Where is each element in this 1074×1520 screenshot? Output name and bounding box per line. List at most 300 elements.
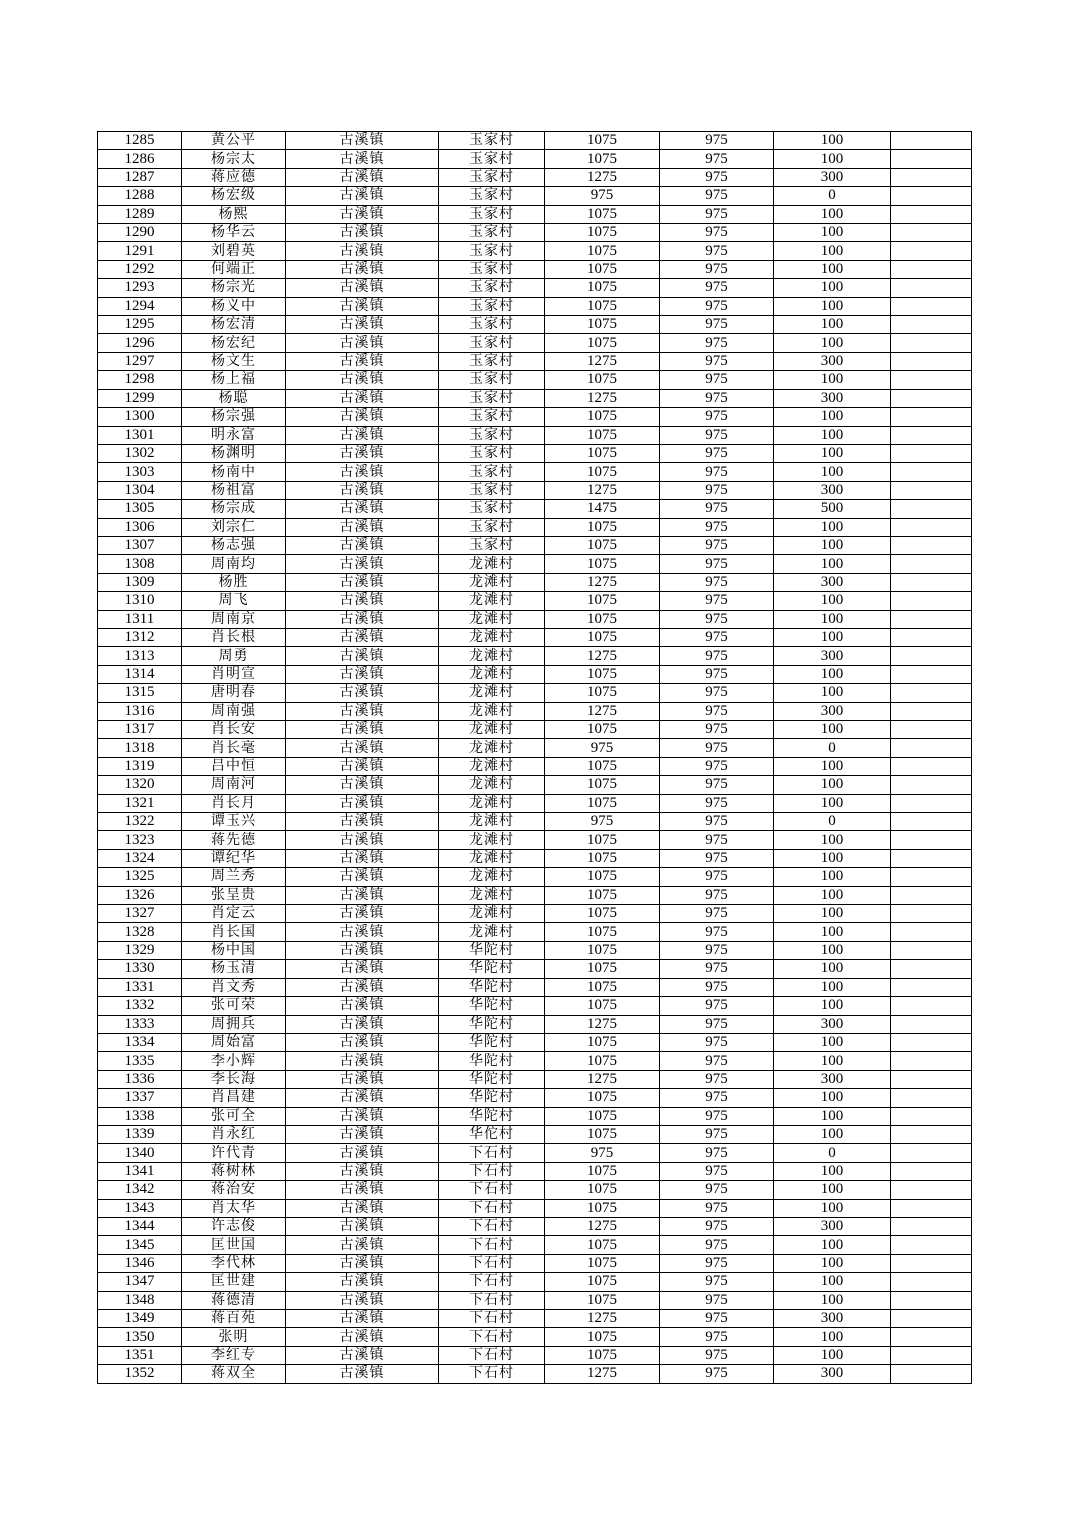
total-amount-cell: 1075 xyxy=(545,941,660,959)
total-amount-cell: 1075 xyxy=(545,794,660,812)
table-row xyxy=(98,776,972,794)
person-name-cell: 蒋双全 xyxy=(182,1365,286,1383)
town-name-cell: 古溪镇 xyxy=(286,868,439,886)
person-name-cell: 李红专 xyxy=(182,1346,286,1364)
base-amount-cell: 975 xyxy=(660,665,774,683)
person-name-cell: 周拥兵 xyxy=(182,1015,286,1033)
person-name-cell: 刘碧英 xyxy=(182,242,286,260)
row-number-cell: 1345 xyxy=(98,1236,182,1254)
total-amount-cell: 1075 xyxy=(545,242,660,260)
total-amount-cell: 1075 xyxy=(545,905,660,923)
row-number-cell: 1344 xyxy=(98,1217,182,1235)
table-row xyxy=(98,1254,972,1272)
base-amount-cell: 975 xyxy=(660,389,774,407)
town-name-cell: 古溪镇 xyxy=(286,813,439,831)
person-name-cell: 杨华云 xyxy=(182,224,286,242)
total-amount-cell: 1075 xyxy=(545,1291,660,1309)
person-name-cell: 杨南中 xyxy=(182,463,286,481)
base-amount-cell: 975 xyxy=(660,1236,774,1254)
difference-amount-cell: 100 xyxy=(774,205,891,223)
total-amount-cell: 1075 xyxy=(545,923,660,941)
person-name-cell: 杨宏纪 xyxy=(182,334,286,352)
base-amount-cell: 975 xyxy=(660,316,774,334)
person-name-cell: 蒋治安 xyxy=(182,1181,286,1199)
total-amount-cell: 1075 xyxy=(545,849,660,867)
town-name-cell: 古溪镇 xyxy=(286,260,439,278)
village-name-cell: 龙滩村 xyxy=(439,610,545,628)
difference-amount-cell: 100 xyxy=(774,757,891,775)
person-name-cell: 谭玉兴 xyxy=(182,813,286,831)
total-amount-cell: 1275 xyxy=(545,1310,660,1328)
village-name-cell: 玉家村 xyxy=(439,297,545,315)
village-name-cell: 龙滩村 xyxy=(439,776,545,794)
table-row xyxy=(98,1273,972,1291)
person-name-cell: 杨上福 xyxy=(182,371,286,389)
row-number-cell: 1324 xyxy=(98,849,182,867)
base-amount-cell: 975 xyxy=(660,997,774,1015)
person-name-cell: 谭纪华 xyxy=(182,849,286,867)
person-name-cell: 杨义中 xyxy=(182,297,286,315)
remark-cell xyxy=(891,960,972,978)
table-row xyxy=(98,168,972,186)
remark-cell xyxy=(891,1365,972,1383)
base-amount-cell: 975 xyxy=(660,1365,774,1383)
village-name-cell: 下石村 xyxy=(439,1310,545,1328)
row-number-cell: 1327 xyxy=(98,905,182,923)
remark-cell xyxy=(891,187,972,205)
total-amount-cell: 1075 xyxy=(545,334,660,352)
village-name-cell: 华陀村 xyxy=(439,1033,545,1051)
row-number-cell: 1311 xyxy=(98,610,182,628)
base-amount-cell: 975 xyxy=(660,905,774,923)
total-amount-cell: 1075 xyxy=(545,610,660,628)
row-number-cell: 1287 xyxy=(98,168,182,186)
difference-amount-cell: 300 xyxy=(774,573,891,591)
table-row xyxy=(98,1236,972,1254)
base-amount-cell: 975 xyxy=(660,536,774,554)
table-row xyxy=(98,702,972,720)
village-name-cell: 华陀村 xyxy=(439,1070,545,1088)
person-name-cell: 杨胜 xyxy=(182,573,286,591)
town-name-cell: 古溪镇 xyxy=(286,1015,439,1033)
person-name-cell: 何端正 xyxy=(182,260,286,278)
row-number-cell: 1323 xyxy=(98,831,182,849)
row-number-cell: 1326 xyxy=(98,886,182,904)
row-number-cell: 1336 xyxy=(98,1070,182,1088)
base-amount-cell: 975 xyxy=(660,1199,774,1217)
village-name-cell: 龙滩村 xyxy=(439,905,545,923)
row-number-cell: 1298 xyxy=(98,371,182,389)
village-name-cell: 玉家村 xyxy=(439,352,545,370)
total-amount-cell: 1275 xyxy=(545,1217,660,1235)
difference-amount-cell: 100 xyxy=(774,426,891,444)
row-number-cell: 1330 xyxy=(98,960,182,978)
total-amount-cell: 1075 xyxy=(545,1254,660,1272)
base-amount-cell: 975 xyxy=(660,224,774,242)
table-row xyxy=(98,1162,972,1180)
village-name-cell: 玉家村 xyxy=(439,444,545,462)
remark-cell xyxy=(891,426,972,444)
remark-cell xyxy=(891,536,972,554)
town-name-cell: 古溪镇 xyxy=(286,886,439,904)
remark-cell xyxy=(891,776,972,794)
table-row xyxy=(98,628,972,646)
remark-cell xyxy=(891,1236,972,1254)
total-amount-cell: 1075 xyxy=(545,776,660,794)
difference-amount-cell: 100 xyxy=(774,555,891,573)
town-name-cell: 古溪镇 xyxy=(286,1181,439,1199)
village-name-cell: 玉家村 xyxy=(439,242,545,260)
total-amount-cell: 1075 xyxy=(545,1052,660,1070)
row-number-cell: 1295 xyxy=(98,316,182,334)
village-name-cell: 玉家村 xyxy=(439,316,545,334)
town-name-cell: 古溪镇 xyxy=(286,426,439,444)
row-number-cell: 1343 xyxy=(98,1199,182,1217)
difference-amount-cell: 100 xyxy=(774,444,891,462)
base-amount-cell: 975 xyxy=(660,150,774,168)
base-amount-cell: 975 xyxy=(660,1217,774,1235)
village-name-cell: 下石村 xyxy=(439,1273,545,1291)
town-name-cell: 古溪镇 xyxy=(286,168,439,186)
difference-amount-cell: 100 xyxy=(774,260,891,278)
table-row xyxy=(98,463,972,481)
row-number-cell: 1306 xyxy=(98,518,182,536)
village-name-cell: 华佗村 xyxy=(439,1125,545,1143)
base-amount-cell: 975 xyxy=(660,426,774,444)
row-number-cell: 1305 xyxy=(98,500,182,518)
difference-amount-cell: 100 xyxy=(774,1181,891,1199)
table-row xyxy=(98,500,972,518)
table-row xyxy=(98,205,972,223)
person-name-cell: 肖太华 xyxy=(182,1199,286,1217)
person-name-cell: 肖明宣 xyxy=(182,665,286,683)
town-name-cell: 古溪镇 xyxy=(286,1236,439,1254)
difference-amount-cell: 300 xyxy=(774,389,891,407)
village-name-cell: 玉家村 xyxy=(439,426,545,444)
remark-cell xyxy=(891,205,972,223)
table-row xyxy=(98,1217,972,1235)
row-number-cell: 1307 xyxy=(98,536,182,554)
row-number-cell: 1286 xyxy=(98,150,182,168)
table-row xyxy=(98,242,972,260)
person-name-cell: 肖昌建 xyxy=(182,1089,286,1107)
village-name-cell: 下石村 xyxy=(439,1328,545,1346)
base-amount-cell: 975 xyxy=(660,205,774,223)
remark-cell xyxy=(891,573,972,591)
table-row xyxy=(98,1089,972,1107)
row-number-cell: 1316 xyxy=(98,702,182,720)
row-number-cell: 1342 xyxy=(98,1181,182,1199)
remark-cell xyxy=(891,905,972,923)
difference-amount-cell: 100 xyxy=(774,794,891,812)
total-amount-cell: 1075 xyxy=(545,132,660,150)
base-amount-cell: 975 xyxy=(660,242,774,260)
person-name-cell: 匡世建 xyxy=(182,1273,286,1291)
table-row xyxy=(98,886,972,904)
town-name-cell: 古溪镇 xyxy=(286,1089,439,1107)
remark-cell xyxy=(891,831,972,849)
person-name-cell: 周南河 xyxy=(182,776,286,794)
base-amount-cell: 975 xyxy=(660,481,774,499)
base-amount-cell: 975 xyxy=(660,352,774,370)
village-name-cell: 华陀村 xyxy=(439,960,545,978)
person-name-cell: 黄公平 xyxy=(182,132,286,150)
difference-amount-cell: 100 xyxy=(774,610,891,628)
village-name-cell: 华陀村 xyxy=(439,997,545,1015)
base-amount-cell: 975 xyxy=(660,500,774,518)
town-name-cell: 古溪镇 xyxy=(286,776,439,794)
person-name-cell: 杨祖富 xyxy=(182,481,286,499)
remark-cell xyxy=(891,500,972,518)
total-amount-cell: 1275 xyxy=(545,702,660,720)
total-amount-cell: 1075 xyxy=(545,721,660,739)
remark-cell xyxy=(891,555,972,573)
table-row xyxy=(98,1291,972,1309)
base-amount-cell: 975 xyxy=(660,1273,774,1291)
village-name-cell: 玉家村 xyxy=(439,536,545,554)
remark-cell xyxy=(891,1254,972,1272)
table-row xyxy=(98,334,972,352)
town-name-cell: 古溪镇 xyxy=(286,665,439,683)
row-number-cell: 1335 xyxy=(98,1052,182,1070)
row-number-cell: 1347 xyxy=(98,1273,182,1291)
town-name-cell: 古溪镇 xyxy=(286,187,439,205)
total-amount-cell: 1075 xyxy=(545,831,660,849)
town-name-cell: 古溪镇 xyxy=(286,1070,439,1088)
remark-cell xyxy=(891,1070,972,1088)
village-name-cell: 玉家村 xyxy=(439,481,545,499)
total-amount-cell: 1075 xyxy=(545,463,660,481)
row-number-cell: 1348 xyxy=(98,1291,182,1309)
total-amount-cell: 1275 xyxy=(545,1365,660,1383)
remark-cell xyxy=(891,334,972,352)
person-name-cell: 蒋先德 xyxy=(182,831,286,849)
village-name-cell: 玉家村 xyxy=(439,408,545,426)
remark-cell xyxy=(891,1217,972,1235)
base-amount-cell: 975 xyxy=(660,813,774,831)
village-name-cell: 下石村 xyxy=(439,1217,545,1235)
town-name-cell: 古溪镇 xyxy=(286,739,439,757)
difference-amount-cell: 100 xyxy=(774,132,891,150)
row-number-cell: 1289 xyxy=(98,205,182,223)
remark-cell xyxy=(891,628,972,646)
total-amount-cell: 1275 xyxy=(545,481,660,499)
town-name-cell: 古溪镇 xyxy=(286,1125,439,1143)
town-name-cell: 古溪镇 xyxy=(286,555,439,573)
base-amount-cell: 975 xyxy=(660,647,774,665)
town-name-cell: 古溪镇 xyxy=(286,1217,439,1235)
person-name-cell: 唐明春 xyxy=(182,684,286,702)
table-row xyxy=(98,518,972,536)
total-amount-cell: 1075 xyxy=(545,592,660,610)
remark-cell xyxy=(891,1328,972,1346)
person-name-cell: 许志俊 xyxy=(182,1217,286,1235)
town-name-cell: 古溪镇 xyxy=(286,1328,439,1346)
remark-cell xyxy=(891,279,972,297)
town-name-cell: 古溪镇 xyxy=(286,279,439,297)
row-number-cell: 1333 xyxy=(98,1015,182,1033)
town-name-cell: 古溪镇 xyxy=(286,849,439,867)
village-name-cell: 玉家村 xyxy=(439,518,545,536)
village-name-cell: 龙滩村 xyxy=(439,849,545,867)
difference-amount-cell: 300 xyxy=(774,168,891,186)
base-amount-cell: 975 xyxy=(660,1291,774,1309)
total-amount-cell: 1075 xyxy=(545,1346,660,1364)
person-name-cell: 蒋树林 xyxy=(182,1162,286,1180)
row-number-cell: 1290 xyxy=(98,224,182,242)
row-number-cell: 1338 xyxy=(98,1107,182,1125)
total-amount-cell: 1075 xyxy=(545,868,660,886)
row-number-cell: 1293 xyxy=(98,279,182,297)
village-name-cell: 龙滩村 xyxy=(439,794,545,812)
town-name-cell: 古溪镇 xyxy=(286,205,439,223)
person-name-cell: 杨聪 xyxy=(182,389,286,407)
difference-amount-cell: 100 xyxy=(774,297,891,315)
table-row xyxy=(98,1144,972,1162)
difference-amount-cell: 300 xyxy=(774,702,891,720)
village-name-cell: 下石村 xyxy=(439,1181,545,1199)
difference-amount-cell: 100 xyxy=(774,1107,891,1125)
difference-amount-cell: 100 xyxy=(774,1089,891,1107)
base-amount-cell: 975 xyxy=(660,518,774,536)
town-name-cell: 古溪镇 xyxy=(286,1365,439,1383)
table-row xyxy=(98,279,972,297)
person-name-cell: 张呈贵 xyxy=(182,886,286,904)
person-name-cell: 肖长根 xyxy=(182,628,286,646)
person-name-cell: 肖长毫 xyxy=(182,739,286,757)
town-name-cell: 古溪镇 xyxy=(286,960,439,978)
base-amount-cell: 975 xyxy=(660,923,774,941)
row-number-cell: 1299 xyxy=(98,389,182,407)
difference-amount-cell: 300 xyxy=(774,1217,891,1235)
row-number-cell: 1315 xyxy=(98,684,182,702)
town-name-cell: 古溪镇 xyxy=(286,500,439,518)
town-name-cell: 古溪镇 xyxy=(286,132,439,150)
total-amount-cell: 1075 xyxy=(545,371,660,389)
row-number-cell: 1313 xyxy=(98,647,182,665)
row-number-cell: 1328 xyxy=(98,923,182,941)
table-row xyxy=(98,849,972,867)
village-name-cell: 玉家村 xyxy=(439,279,545,297)
base-amount-cell: 975 xyxy=(660,1052,774,1070)
row-number-cell: 1337 xyxy=(98,1089,182,1107)
table-row xyxy=(98,1107,972,1125)
base-amount-cell: 975 xyxy=(660,1328,774,1346)
difference-amount-cell: 100 xyxy=(774,849,891,867)
total-amount-cell: 1275 xyxy=(545,1070,660,1088)
difference-amount-cell: 100 xyxy=(774,334,891,352)
total-amount-cell: 1075 xyxy=(545,1089,660,1107)
base-amount-cell: 975 xyxy=(660,1107,774,1125)
table-row xyxy=(98,316,972,334)
village-name-cell: 龙滩村 xyxy=(439,813,545,831)
town-name-cell: 古溪镇 xyxy=(286,702,439,720)
person-name-cell: 杨宏清 xyxy=(182,316,286,334)
village-name-cell: 龙滩村 xyxy=(439,739,545,757)
total-amount-cell: 1075 xyxy=(545,1033,660,1051)
total-amount-cell: 1075 xyxy=(545,555,660,573)
village-name-cell: 玉家村 xyxy=(439,205,545,223)
total-amount-cell: 1275 xyxy=(545,1015,660,1033)
table-row xyxy=(98,426,972,444)
total-amount-cell: 1075 xyxy=(545,260,660,278)
table-row xyxy=(98,352,972,370)
table-row xyxy=(98,905,972,923)
remark-cell xyxy=(891,647,972,665)
remark-cell xyxy=(891,1162,972,1180)
table-body xyxy=(98,132,972,1384)
village-name-cell: 华陀村 xyxy=(439,1107,545,1125)
base-amount-cell: 975 xyxy=(660,702,774,720)
person-name-cell: 张明 xyxy=(182,1328,286,1346)
difference-amount-cell: 100 xyxy=(774,1125,891,1143)
total-amount-cell: 1075 xyxy=(545,518,660,536)
difference-amount-cell: 100 xyxy=(774,1291,891,1309)
total-amount-cell: 1075 xyxy=(545,224,660,242)
row-number-cell: 1321 xyxy=(98,794,182,812)
base-amount-cell: 975 xyxy=(660,1162,774,1180)
base-amount-cell: 975 xyxy=(660,684,774,702)
town-name-cell: 古溪镇 xyxy=(286,518,439,536)
remark-cell xyxy=(891,997,972,1015)
difference-amount-cell: 100 xyxy=(774,941,891,959)
base-amount-cell: 975 xyxy=(660,1033,774,1051)
row-number-cell: 1308 xyxy=(98,555,182,573)
table-row xyxy=(98,224,972,242)
base-amount-cell: 975 xyxy=(660,886,774,904)
town-name-cell: 古溪镇 xyxy=(286,721,439,739)
difference-amount-cell: 300 xyxy=(774,1310,891,1328)
difference-amount-cell: 100 xyxy=(774,463,891,481)
person-name-cell: 杨宗光 xyxy=(182,279,286,297)
person-name-cell: 肖文秀 xyxy=(182,978,286,996)
difference-amount-cell: 100 xyxy=(774,1052,891,1070)
village-name-cell: 下石村 xyxy=(439,1162,545,1180)
village-name-cell: 玉家村 xyxy=(439,463,545,481)
village-name-cell: 下石村 xyxy=(439,1199,545,1217)
person-name-cell: 李长海 xyxy=(182,1070,286,1088)
town-name-cell: 古溪镇 xyxy=(286,1199,439,1217)
table-row xyxy=(98,1125,972,1143)
table-row xyxy=(98,1052,972,1070)
table-row xyxy=(98,444,972,462)
town-name-cell: 古溪镇 xyxy=(286,444,439,462)
table-row xyxy=(98,978,972,996)
base-amount-cell: 975 xyxy=(660,628,774,646)
town-name-cell: 古溪镇 xyxy=(286,334,439,352)
remark-cell xyxy=(891,721,972,739)
person-name-cell: 蒋应德 xyxy=(182,168,286,186)
total-amount-cell: 1275 xyxy=(545,647,660,665)
person-name-cell: 周南均 xyxy=(182,555,286,573)
table-row xyxy=(98,132,972,150)
base-amount-cell: 975 xyxy=(660,1144,774,1162)
total-amount-cell: 975 xyxy=(545,187,660,205)
town-name-cell: 古溪镇 xyxy=(286,978,439,996)
remark-cell xyxy=(891,592,972,610)
village-name-cell: 华陀村 xyxy=(439,1052,545,1070)
base-amount-cell: 975 xyxy=(660,1346,774,1364)
base-amount-cell: 975 xyxy=(660,941,774,959)
remark-cell xyxy=(891,1089,972,1107)
remark-cell xyxy=(891,610,972,628)
person-name-cell: 杨玉清 xyxy=(182,960,286,978)
base-amount-cell: 975 xyxy=(660,610,774,628)
remark-cell xyxy=(891,150,972,168)
table-row xyxy=(98,555,972,573)
row-number-cell: 1302 xyxy=(98,444,182,462)
person-name-cell: 明永富 xyxy=(182,426,286,444)
